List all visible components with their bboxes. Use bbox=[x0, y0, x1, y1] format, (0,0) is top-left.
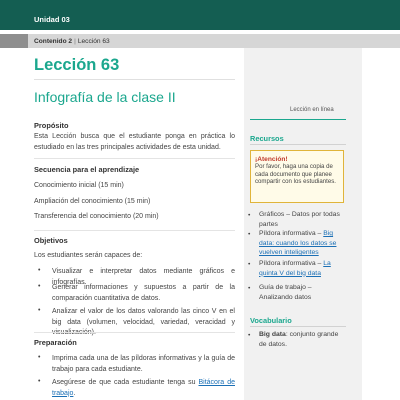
breadcrumb-lesson: Lección 63 bbox=[77, 38, 110, 45]
resource-item bbox=[259, 229, 345, 258]
objectives-intro: Los estudiantes serán capaces de: bbox=[34, 252, 143, 259]
resource-prefix: Píldora informativa – bbox=[259, 230, 324, 237]
bullet-icon: • bbox=[248, 261, 251, 268]
sidebar-divider bbox=[250, 326, 346, 327]
lesson-subtitle: Infografía de la clase II bbox=[34, 89, 176, 105]
sequence-item: Transferencia del conocimiento (20 min) bbox=[34, 213, 159, 220]
section-divider bbox=[34, 332, 235, 333]
sidebar-divider bbox=[250, 144, 346, 145]
fifth-v-pill-link[interactable]: La quinta V del big data bbox=[259, 260, 331, 277]
breadcrumb-accent bbox=[0, 34, 28, 48]
objective-item: Visualizar e interpretar datos mediante gráficos e infografías. bbox=[52, 268, 235, 286]
resources-heading: Recursos bbox=[250, 134, 284, 143]
preparation-item: Imprima cada una de las píldoras informativas y la guía de trabajo para cada estudiante. bbox=[52, 355, 235, 373]
resource-item bbox=[259, 259, 345, 278]
preparation-item-end: . bbox=[73, 389, 76, 397]
bullet-icon: • bbox=[248, 285, 251, 292]
lesson-mode-divider bbox=[250, 119, 346, 120]
preparation-item bbox=[52, 378, 235, 399]
bullet-icon: • bbox=[38, 307, 41, 314]
vocabulary-definition: : conjunto grande de datos. bbox=[259, 331, 339, 348]
sequence-item: Conocimiento inicial (15 min) bbox=[34, 182, 124, 189]
attention-box bbox=[250, 150, 344, 203]
section-divider bbox=[34, 158, 235, 159]
bullet-icon: • bbox=[248, 212, 251, 219]
bullet-icon: • bbox=[38, 283, 41, 290]
objective-item: Generar informaciones y supuestos a partir de la comparación cuantitativa de datos. bbox=[52, 284, 235, 302]
sequence-heading: Secuencia para el aprendizaje bbox=[34, 165, 140, 174]
purpose-heading: Propósito bbox=[34, 121, 69, 130]
big-data-pill-link[interactable]: Big data: cuando los datos se vuelven inteligentes bbox=[259, 230, 337, 256]
purpose-text: Esta Lección busca que el estudiante ponga en práctica lo estudiado en las tres principales actividades de esta unidad. bbox=[34, 133, 235, 151]
unit-label: Unidad 03 bbox=[34, 15, 70, 24]
breadcrumb-content: Contenido 2 bbox=[34, 38, 73, 45]
bullet-icon: • bbox=[248, 231, 251, 238]
title-divider bbox=[34, 79, 235, 80]
breadcrumb-separator: | bbox=[74, 38, 76, 45]
resource-item: Guía de trabajo – Analizando datos bbox=[259, 284, 312, 301]
preparation-item-text: Asegúrese de que cada estudiante tenga su bbox=[52, 379, 199, 386]
work-log-link[interactable]: Bitácora de trabajo bbox=[52, 379, 235, 397]
resource-item: Gráficos – Datos por todas partes bbox=[259, 211, 340, 228]
attention-title: ¡Atención! bbox=[255, 156, 288, 163]
bullet-icon: • bbox=[248, 332, 251, 339]
lesson-mode-label: Lección en línea bbox=[290, 107, 334, 113]
bullet-icon: • bbox=[38, 378, 41, 385]
objective-item: Analizar el valor de los datos valorando las cinco V en el big data (volumen, velocidad, variedad, veracidad y bbox=[52, 308, 235, 326]
lesson-title: Lección 63 bbox=[34, 56, 120, 74]
vocabulary-item bbox=[259, 330, 345, 349]
preparation-heading: Preparación bbox=[34, 338, 77, 347]
objectives-heading: Objetivos bbox=[34, 236, 68, 245]
attention-text: Por favor, haga una copia de cada documento que planee compartir con los estudiantes. bbox=[255, 163, 336, 186]
breadcrumb bbox=[34, 38, 110, 45]
bullet-icon: • bbox=[38, 354, 41, 361]
vocabulary-heading: Vocabulario bbox=[250, 316, 292, 325]
sequence-item: Ampliación del conocimiento (15 min) bbox=[34, 198, 151, 205]
section-divider bbox=[34, 230, 235, 231]
bullet-icon: • bbox=[38, 267, 41, 274]
vocabulary-term: Big data bbox=[259, 331, 286, 338]
page-margin bbox=[362, 48, 400, 400]
resource-prefix: Píldora informativa – bbox=[259, 260, 324, 267]
